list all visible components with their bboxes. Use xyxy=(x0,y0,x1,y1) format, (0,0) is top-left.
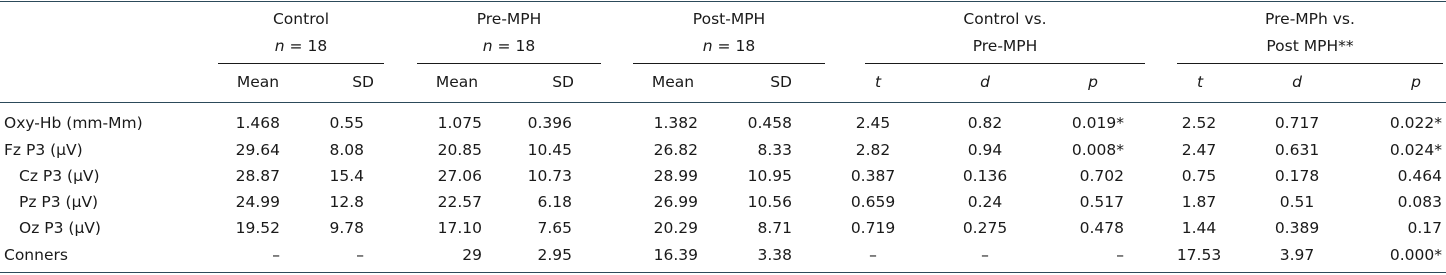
table-cell: 2.52 xyxy=(1181,114,1217,132)
table-cell: 28.87 xyxy=(235,167,280,185)
table-cell: – xyxy=(869,246,877,264)
table-cell: 20.85 xyxy=(437,141,482,159)
table-cell: 0.82 xyxy=(967,114,1003,132)
table-cell: 0.94 xyxy=(967,141,1003,159)
table-cell: 0.083 xyxy=(1397,193,1442,211)
group-underline-post-mph xyxy=(633,63,825,64)
group-header-control-vs-pre-line2: Pre-MPH xyxy=(972,37,1038,55)
table-cell: 20.29 xyxy=(653,219,698,237)
table-cell: 0.000* xyxy=(1389,246,1442,264)
table-cell: 22.57 xyxy=(437,193,482,211)
table-cell: 2.95 xyxy=(537,246,572,264)
subheader-d: d xyxy=(980,73,990,91)
table-cell: 0.517 xyxy=(1079,193,1124,211)
group-header-pre-vs-post: Pre-MPh vs. xyxy=(1265,10,1355,28)
table-cell: 19.52 xyxy=(235,219,280,237)
top-rule xyxy=(0,1,1446,2)
table-cell: 1.382 xyxy=(653,114,698,132)
table-cell: 0.659 xyxy=(850,193,896,211)
table-cell: 6.18 xyxy=(537,193,572,211)
table-cell: 1.87 xyxy=(1181,193,1217,211)
table-cell: 8.33 xyxy=(757,141,792,159)
subheader-d: d xyxy=(1292,73,1302,91)
table-cell: 10.56 xyxy=(747,193,792,211)
subheader-sd: SD xyxy=(552,73,574,91)
subheader-sd: SD xyxy=(770,73,792,91)
subheader-mean: Mean xyxy=(651,73,695,91)
table-cell: 12.8 xyxy=(329,193,364,211)
table-cell: 26.82 xyxy=(653,141,698,159)
table-cell: 0.24 xyxy=(967,193,1003,211)
group-n-pre-mph xyxy=(417,36,601,56)
table-cell: 27.06 xyxy=(437,167,482,185)
table-cell: 0.717 xyxy=(1274,114,1320,132)
table-cell: 26.99 xyxy=(653,193,698,211)
row-label: Fz P3 (µV) xyxy=(4,141,83,159)
table-cell: 3.38 xyxy=(757,246,792,264)
table-cell: 0.024* xyxy=(1389,141,1442,159)
header-rule xyxy=(0,102,1446,103)
table-cell: 24.99 xyxy=(235,193,280,211)
table-cell: 1.075 xyxy=(437,114,482,132)
table-cell: 0.387 xyxy=(850,167,896,185)
group-header-control-vs-pre: Control vs. xyxy=(963,10,1047,28)
row-label: Pz P3 (µV) xyxy=(19,193,99,211)
table-cell: 0.136 xyxy=(962,167,1008,185)
table-cell: 0.458 xyxy=(747,114,792,132)
group-header-post-mph: Post-MPH xyxy=(692,10,766,28)
table-cell: 0.022* xyxy=(1389,114,1442,132)
table-cell: 16.39 xyxy=(653,246,698,264)
table-cell: – xyxy=(1116,246,1124,264)
table-cell: 0.702 xyxy=(1079,167,1124,185)
table-cell: 17.53 xyxy=(1176,246,1222,264)
table-cell: 0.019* xyxy=(1071,114,1124,132)
table-cell: – xyxy=(356,246,364,264)
table-cell: 0.275 xyxy=(962,219,1008,237)
n-value: = 18 xyxy=(712,37,756,55)
table-cell: 0.631 xyxy=(1274,141,1320,159)
table-cell: 8.71 xyxy=(757,219,792,237)
table-cell: 2.45 xyxy=(855,114,891,132)
table-cell: 3.97 xyxy=(1279,246,1315,264)
table-cell: 0.178 xyxy=(1274,167,1320,185)
table-cell: 1.44 xyxy=(1181,219,1217,237)
subheader-p: p xyxy=(1411,73,1421,91)
n-value: = 18 xyxy=(492,37,536,55)
table-cell: 0.389 xyxy=(1274,219,1320,237)
group-underline-pre-vs-post xyxy=(1177,63,1443,64)
subheader-p: p xyxy=(1088,73,1098,91)
subheader-mean: Mean xyxy=(236,73,280,91)
subheader-t: t xyxy=(1196,73,1204,91)
table-cell: 9.78 xyxy=(329,219,364,237)
table-cell: 7.65 xyxy=(537,219,572,237)
table-cell: 17.10 xyxy=(437,219,482,237)
table-cell: 0.464 xyxy=(1397,167,1442,185)
group-header-pre-vs-post-line2: Post MPH** xyxy=(1266,37,1354,55)
table-cell: 0.478 xyxy=(1079,219,1124,237)
n-symbol: n xyxy=(702,37,713,55)
table-cell: 1.468 xyxy=(235,114,280,132)
table-cell: 29 xyxy=(462,246,482,264)
table-cell: 29.64 xyxy=(235,141,280,159)
group-underline-control-vs-pre xyxy=(865,63,1145,64)
subheader-t: t xyxy=(874,73,882,91)
table-cell: 2.82 xyxy=(855,141,891,159)
table-cell: – xyxy=(272,246,280,264)
table-cell: 15.4 xyxy=(329,167,364,185)
table-cell: 0.008* xyxy=(1071,141,1124,159)
table-cell: 0.396 xyxy=(527,114,572,132)
row-label: Cz P3 (µV) xyxy=(19,167,100,185)
table-cell: 0.51 xyxy=(1279,193,1315,211)
row-label: Oz P3 (µV) xyxy=(19,219,101,237)
n-symbol: n xyxy=(274,37,285,55)
group-underline-control xyxy=(218,63,384,64)
table-cell: 2.47 xyxy=(1181,141,1217,159)
group-n-control xyxy=(218,36,384,56)
table-cell: 8.08 xyxy=(329,141,364,159)
table-cell: 0.55 xyxy=(329,114,364,132)
group-header-control: Control xyxy=(272,10,330,28)
table-cell: 0.17 xyxy=(1407,219,1442,237)
table-cell: 0.719 xyxy=(850,219,896,237)
table-cell: 28.99 xyxy=(653,167,698,185)
group-underline-pre-mph xyxy=(417,63,601,64)
subheader-mean: Mean xyxy=(435,73,479,91)
subheader-sd: SD xyxy=(352,73,374,91)
table-cell: 10.45 xyxy=(527,141,572,159)
n-symbol: n xyxy=(482,37,493,55)
table-cell: 10.95 xyxy=(747,167,792,185)
row-label: Conners xyxy=(4,246,68,264)
table-cell: 10.73 xyxy=(527,167,572,185)
group-header-pre-mph: Pre-MPH xyxy=(476,10,542,28)
n-value: = 18 xyxy=(284,37,328,55)
bottom-rule xyxy=(0,272,1446,273)
row-label: Oxy-Hb (mm-Mm) xyxy=(4,114,143,132)
table-cell: – xyxy=(981,246,989,264)
group-n-post-mph xyxy=(633,36,825,56)
table-cell: 0.75 xyxy=(1181,167,1217,185)
